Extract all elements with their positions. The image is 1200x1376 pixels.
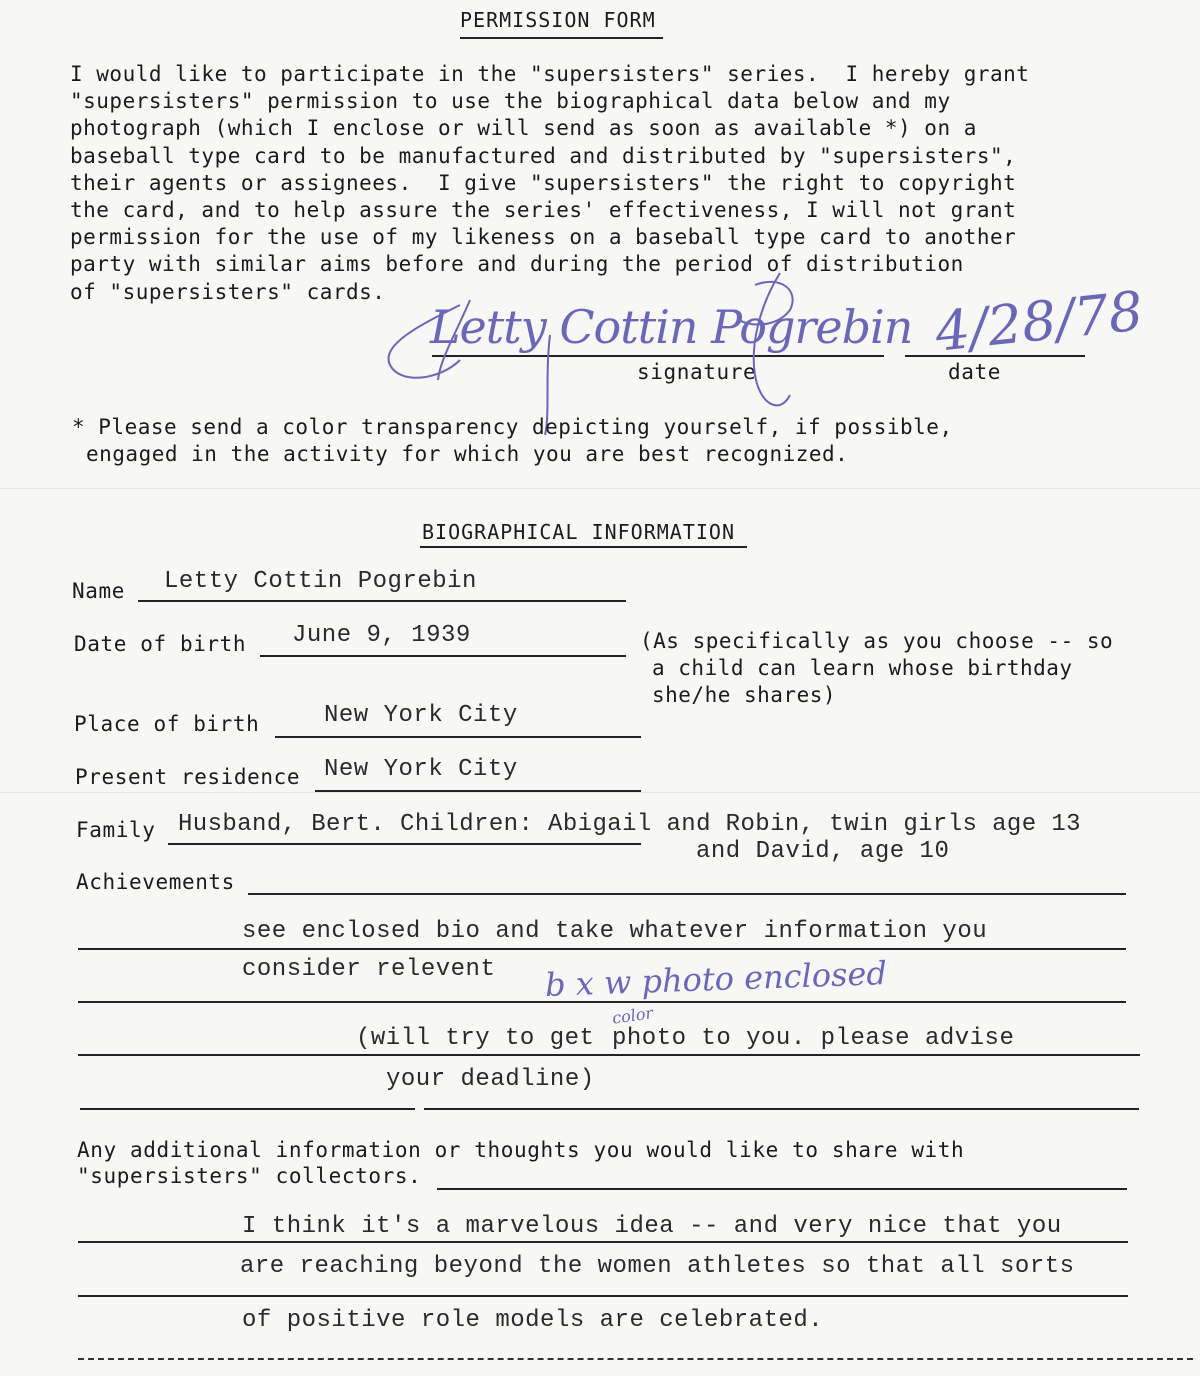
thoughts-line-3: of positive role models are celebrated. (242, 1307, 824, 1334)
pob-value: New York City (324, 702, 518, 729)
name-line (138, 600, 626, 602)
achievements-value-line-3b: photo to you. please advise (612, 1025, 1015, 1052)
thoughts-line-2: are reaching beyond the women athletes so that all sorts (240, 1253, 1075, 1280)
dob-note-line: (As specifically as you choose -- so (640, 629, 1114, 653)
achievements-line-1 (78, 948, 1126, 950)
additional-label-line-1: Any additional information or thoughts you would like to share with (77, 1138, 965, 1162)
pob-line (275, 736, 641, 738)
intro-line: I would like to participate in the "supersisters" series. I hereby grant (70, 62, 1030, 86)
intro-line: photograph (which I enclose or will send as soon as available *) on a (70, 116, 977, 141)
date-label: date (948, 360, 1001, 384)
family-label: Family (76, 818, 156, 842)
achievements-value-line-3a: (will try to get (356, 1025, 595, 1052)
form-title-underline (460, 37, 663, 39)
residence-label: Present residence (75, 765, 301, 789)
name-value: Letty Cottin Pogrebin (164, 568, 477, 595)
cut-line (78, 1358, 1193, 1360)
additional-label-line-2: "supersisters" collectors. (77, 1164, 422, 1188)
family-value-line-1: Husband, Bert. Children: Abigail and Robin, twin girls age 13 (178, 811, 1081, 838)
intro-line: baseball type card to be manufactured and distributed by "supersisters", (70, 143, 1017, 168)
achievements-line-4a (80, 1108, 415, 1110)
achievements-line-3 (78, 1054, 1140, 1056)
signature-label: signature (637, 360, 757, 384)
dob-note-line: a child can learn whose birthday (652, 656, 1073, 681)
family-line (168, 843, 641, 845)
residence-value: New York City (324, 756, 518, 783)
additional-line-0 (437, 1188, 1127, 1190)
achievements-value-line-2: consider relevent (242, 956, 496, 983)
paper-fold-lower (0, 792, 1200, 793)
intro-line: "supersisters" permission to use the biographical data below and my (70, 89, 951, 114)
intro-line: party with similar aims before and during the period of distribution (70, 252, 964, 277)
dob-line (260, 655, 626, 657)
achievements-line-0 (248, 893, 1126, 895)
intro-line: of "supersisters" cards. (70, 279, 386, 304)
dob-note (640, 628, 1113, 710)
dob-label: Date of birth (74, 632, 247, 656)
additional-line-1 (78, 1241, 1128, 1243)
intro-line: the card, and to help assure the series' effectiveness, I will not grant (70, 198, 1017, 223)
achievements-value-line-1: see enclosed bio and take whatever information you (242, 918, 988, 945)
additional-line-2 (78, 1295, 1128, 1297)
handwritten-color-insert: color (610, 1003, 655, 1028)
footnote-line-1: * Please send a color transparency depicting yourself, if possible, (72, 415, 953, 439)
intro-line: their agents or assignees. I give "supersisters" the right to copyright (70, 170, 1017, 195)
thoughts-line-1: I think it's a marvelous idea -- and very nice that you (242, 1213, 1062, 1240)
handwritten-photo-note: b x w photo enclosed (544, 954, 888, 1004)
family-value-line-2: and David, age 10 (696, 838, 950, 865)
achievements-value-line-4: your deadline) (386, 1066, 595, 1093)
achievements-line-4b (424, 1108, 1139, 1110)
intro-line: permission for the use of my likeness on a baseball type card to another (70, 225, 1017, 250)
name-label: Name (72, 579, 125, 603)
achievements-label: Achievements (76, 870, 235, 894)
footnote-line-2: engaged in the activity for which you are best recognized. (86, 442, 849, 466)
form-title: PERMISSION FORM (460, 8, 656, 32)
dob-note-line: she/he shares) (652, 683, 837, 708)
pob-label: Place of birth (74, 712, 260, 736)
bio-heading: BIOGRAPHICAL INFORMATION (422, 520, 735, 544)
residence-line (315, 790, 641, 792)
handwritten-date: 4/28/78 (932, 279, 1146, 364)
handwritten-signature: Letty Cottin Pogrebin (430, 300, 913, 354)
achievements-line-2 (78, 1001, 1126, 1003)
paper-fold-upper (0, 488, 1200, 489)
bio-heading-underline (420, 546, 747, 548)
dob-value: June 9, 1939 (292, 622, 471, 649)
